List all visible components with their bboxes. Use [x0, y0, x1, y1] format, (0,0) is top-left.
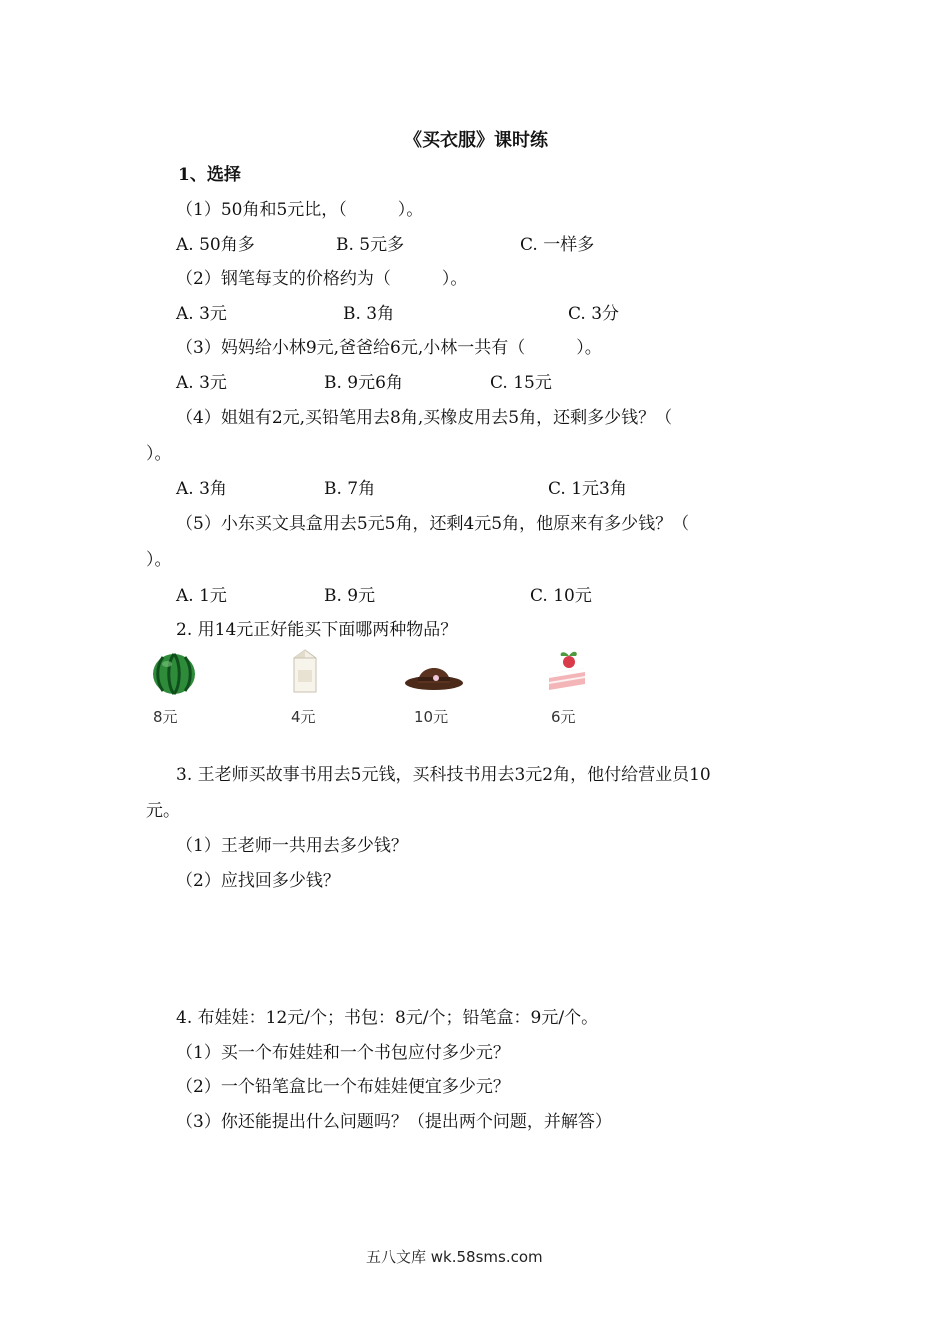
hat-icon	[404, 655, 464, 691]
footer-watermark: 五八文库 wk.58sms.com	[366, 1248, 543, 1266]
q3-option-b: B. 9元6角	[324, 373, 403, 393]
q4-option-b: B. 7角	[324, 479, 376, 499]
section-2-question: 2. 用14元正好能买下面哪两种物品？	[176, 620, 458, 640]
section-4-sub2: （2）一个铅笔盒比一个布娃娃便宜多少元？	[176, 1077, 510, 1097]
section-4-question: 4. 布娃娃：12元/个；书包：8元/个；铅笔盒：9元/个。	[176, 1008, 599, 1028]
q2-option-c: C. 3分	[568, 304, 620, 324]
cake-icon	[545, 646, 589, 692]
cake-price: 6元	[551, 708, 576, 726]
watermelon-icon	[151, 652, 197, 696]
section-4-sub1: （1）买一个布娃娃和一个书包应付多少元？	[176, 1043, 510, 1063]
section-1-heading: 1、选择	[178, 165, 241, 185]
section-3-question-line2: 元。	[146, 801, 180, 821]
q5-option-b: B. 9元	[324, 586, 376, 606]
hat-price: 10元	[414, 708, 449, 726]
q4-stem-end: ）。	[146, 444, 172, 464]
q1-option-a: A. 50角多	[176, 235, 255, 255]
q1-option-c: C. 一样多	[520, 235, 595, 255]
q1-stem: （1）50角和5元比，（ ）。	[176, 200, 424, 220]
watermelon-price: 8元	[153, 708, 178, 726]
section-3-sub1: （1）王老师一共用去多少钱？	[176, 836, 408, 856]
section-4-sub3: （3）你还能提出什么问题吗？（提出两个问题，并解答）	[176, 1112, 612, 1132]
q5-stem: （5）小东买文具盒用去5元5角，还剩4元5角，他原来有多少钱？（	[176, 514, 690, 534]
milk-carton-price: 4元	[291, 708, 316, 726]
q3-option-a: A. 3元	[176, 373, 227, 393]
q4-option-a: A. 3角	[176, 479, 227, 499]
page-title: 《买衣服》课时练	[404, 130, 548, 151]
q2-stem: （2）钢笔每支的价格约为（ ）。	[176, 269, 468, 289]
q5-stem-end: ）。	[146, 550, 172, 570]
q2-option-b: B. 3角	[343, 304, 395, 324]
milk-carton-icon	[290, 648, 320, 694]
q3-stem: （3）妈妈给小林9元,爸爸给6元,小林一共有（ ）。	[176, 338, 602, 358]
q2-option-a: A. 3元	[176, 304, 227, 324]
q5-option-a: A. 1元	[176, 586, 227, 606]
q3-option-c: C. 15元	[490, 373, 552, 393]
section-3-question-line1: 3. 王老师买故事书用去5元钱，买科技书用去3元2角，他付给营业员10	[176, 765, 711, 785]
q1-option-b: B. 5元多	[336, 235, 405, 255]
section-3-sub2: （2）应找回多少钱？	[176, 871, 340, 891]
q4-option-c: C. 1元3角	[548, 479, 627, 499]
q5-option-c: C. 10元	[530, 586, 592, 606]
q4-stem: （4）姐姐有2元,买铅笔用去8角,买橡皮用去5角，还剩多少钱？（	[176, 408, 673, 428]
